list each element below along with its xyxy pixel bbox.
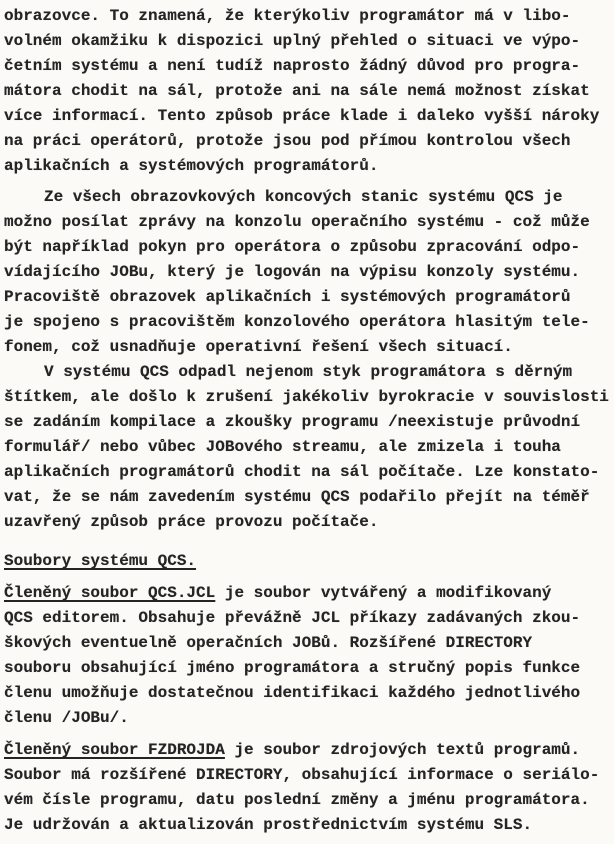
- text-line: štítkem, ale došlo k zrušení jakékoliv byrokracie v souvislosti: [4, 388, 609, 406]
- text-line: členu umožňuje dostatečnou identifikaci každého jednotlivého: [4, 684, 581, 702]
- text-line: četním systému a není tudíž naprosto žádný důvod pro progra-: [4, 57, 581, 75]
- text-line: možno posílat zprávy na konzolu operačního systému - což může: [4, 213, 590, 231]
- text-line: škových eventuelně operačních JOBů. Rozšířené DIRECTORY: [4, 634, 533, 652]
- file-name-lead: Členěný soubor FZDROJDA: [4, 741, 225, 759]
- text-line: Soubor má rozšířené DIRECTORY, obsahující informace o seriálo-: [4, 766, 600, 784]
- file-section: [4, 581, 612, 731]
- text-line: [4, 581, 612, 606]
- text-line: QCS editorem. Obsahuje převážně JCL příkazy zadávaných zkou-: [4, 609, 581, 627]
- paragraph: [4, 185, 612, 360]
- text-line: aplikačních a systémových programátorů.: [4, 157, 379, 175]
- text-line: souboru obsahující jméno programátora a stručný popis funkce: [4, 659, 581, 677]
- text-line: více informací. Tento způsob práce klade i daleko vyšší nároky: [4, 107, 600, 125]
- text-line: V systému QCS odpadl nejenom styk programátora s děrným: [44, 363, 573, 381]
- text-line: Pracoviště obrazovek aplikačních i systémových programátorů: [4, 288, 571, 306]
- text-line: členu /JOBu/.: [4, 709, 129, 727]
- text-line: být například pokyn pro operátora o způsobu zpracování odpo-: [4, 238, 581, 256]
- file-name-lead: Členěný soubor QCS.JCL: [4, 584, 216, 602]
- paragraph: [4, 4, 612, 179]
- section-heading: [4, 549, 612, 574]
- text-line: fonem, což usnadňuje operativní řešení všech situací.: [4, 338, 513, 356]
- text-line: uzavřený způsob práce provozu počítače.: [4, 513, 379, 531]
- text-line: se zadáním kompilace a zkoušky programu /neexistuje průvodní: [4, 413, 581, 431]
- text-line-rest: je soubor vytvářený a modifikovaný: [215, 584, 552, 602]
- text-line: Je udržován a aktualizován prostřednictvím systému SLS.: [4, 816, 533, 834]
- text-line: na práci operátorů, protože jsou pod přímou kontrolou všech: [4, 132, 571, 150]
- text-line: vídajícího JOBu, který je logován na výpisu konzoly systému.: [4, 263, 581, 281]
- text-line: [4, 738, 612, 763]
- text-line: mátora chodit na sál, protože ani na sále nemá možnost získat: [4, 82, 590, 100]
- paragraph: [4, 360, 612, 535]
- text-line: vém čísle programu, datu poslední změny a jménu programátora.: [4, 791, 590, 809]
- text-line: volném okamžiku k dispozici uplný přehled o situaci ve výpo-: [4, 32, 581, 50]
- text-line: formulář/ nebo vůbec JOBového streamu, ale zmizela i touha: [4, 438, 561, 456]
- text-line-rest: je soubor zdrojových textů programů.: [224, 741, 581, 759]
- text-line: aplikačních programátorů chodit na sál počítače. Lze konstato-: [4, 463, 600, 481]
- text-line: obrazovce. To znamená, že kterýkoliv programátor má v libo-: [4, 7, 571, 25]
- text-line: vat, že se nám zavedením systému QCS podařilo přejít na téměř: [4, 488, 590, 506]
- file-section: [4, 738, 612, 838]
- section-heading-text: Soubory systému QCS.: [4, 552, 197, 570]
- text-line: je spojeno s pracovištěm konzolového operátora hlasitým tele-: [4, 313, 590, 331]
- text-line: Ze všech obrazovkových koncových stanic systému QCS je: [44, 188, 563, 206]
